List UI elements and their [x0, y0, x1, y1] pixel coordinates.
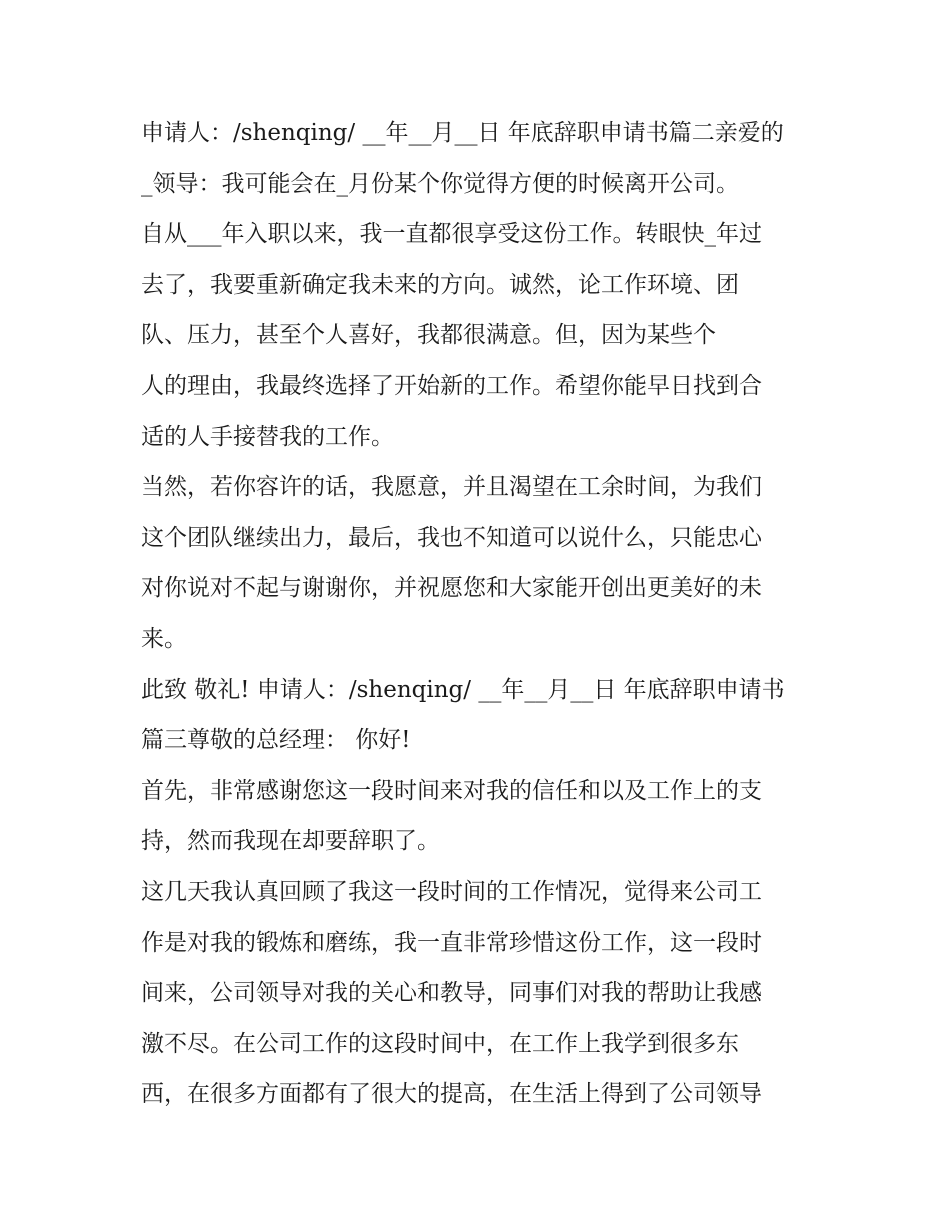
text-line: 申请人：/shenqing/ __年__月__日 年底辞职申请书篇二亲爱的 — [141, 120, 784, 146]
text-line: 对你说对不起与谢谢你，并祝愿您和大家能开创出更美好的未 — [141, 575, 762, 602]
text-line: 间来，公司领导对我的关心和教导，同事们对我的帮助让我感 — [141, 980, 762, 1007]
text-line: 激不尽。在公司工作的这段时间中，在工作上我学到很多东 — [141, 1030, 739, 1057]
text-line: 篇三尊敬的总经理： 你好! — [141, 727, 411, 754]
text-line: 队、压力，甚至个人喜好，我都很满意。但，因为某些个 — [141, 322, 716, 349]
text-line: 适的人手接替我的工作。 — [141, 423, 394, 450]
text-line: 来。 — [141, 625, 187, 652]
text-line: 此致 敬礼! 申请人：/shenqing/ __年__月__日 年底辞职申请书 — [141, 676, 785, 703]
text-line: 首先，非常感谢您这一段时间来对我的信任和以及工作上的支 — [141, 777, 762, 804]
text-line: 去了，我要重新确定我未来的方向。诚然，论工作环境、团 — [141, 271, 739, 298]
document-body — [141, 108, 841, 1120]
text-line: 这几天我认真回顾了我这一段时间的工作情况，觉得来公司工 — [141, 878, 762, 905]
text-line: 西，在很多方面都有了很大的提高，在生活上得到了公司领导 — [141, 1081, 762, 1108]
text-line: _领导：我可能会在_月份某个你觉得方便的时候离开公司。 — [141, 170, 739, 197]
text-line: 人的理由，我最终选择了开始新的工作。希望你能早日找到合 — [141, 372, 762, 399]
text-line: 这个团队继续出力，最后，我也不知道可以说什么，只能忠心 — [141, 524, 762, 551]
text-line: 持，然而我现在却要辞职了。 — [141, 828, 440, 855]
text-line: 当然，若你容许的话，我愿意，并且渴望在工余时间，为我们 — [141, 474, 762, 501]
text-line: 自从___年入职以来，我一直都很享受这份工作。转眼快_年过 — [141, 221, 762, 248]
text-line: 作是对我的锻炼和磨练，我一直非常珍惜这份工作，这一段时 — [141, 929, 762, 956]
